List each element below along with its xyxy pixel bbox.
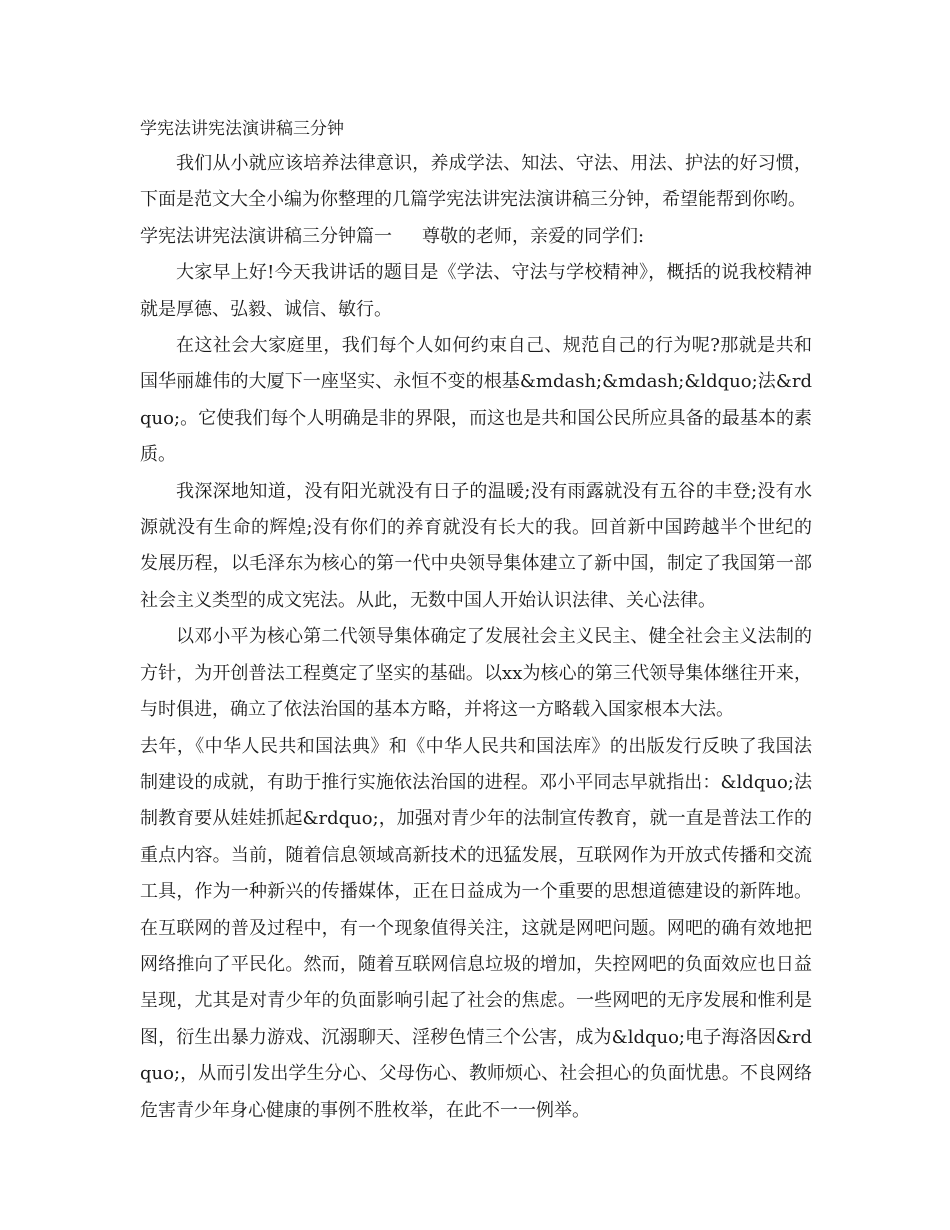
section-heading-line: [140, 219, 812, 255]
document-title: 学宪法讲宪法演讲稿三分钟: [140, 119, 344, 139]
intro-paragraph: 我们从小就应该培养法律意识，养成学法、知法、守法、用法、护法的好习惯，下面是范文大全小编为你整理的几篇学宪法讲宪法演讲稿三分钟，希望能帮到你哟。: [140, 153, 812, 211]
section-heading: 学宪法讲宪法演讲稿三分钟篇一: [140, 225, 392, 247]
continuation-paragraph: 去年，《中华人民共和国法典》和《中华人民共和国法库》的出版发行反映了我国法制建设的成就，有助于推行实施依法治国的进程。邓小平同志早就指出：&ldquo;法制教育要从娃娃抓起&rdquo;，加强对青少年的法制宣传教育，就一直是普法工作的重点内容。当前，随着信息领域高新技术的迅猛发展，互联网作为开放式传播和交流工具，作为一种新兴的传播媒体，正在日益成为一个重要的思想道德建设的新阵地。在互联网的普及过程中，有一个现象值得关注，这就是网吧问题。网吧的确有效地把网络推向了平民化。然而，随着互联网信息垃圾的增加，失控网吧的负面效应也日益呈现，尤其是对青少年的负面影响引起了社会的焦虑。一些网吧的无序发展和惟利是图，衍生出暴力游戏、沉溺聊天、淫秽色情三个公害，成为&ldquo;电子海洛因&rdquo;，从而引发出学生分心、父母伤心、教师烦心、社会担心的负面忧患。不良网络危害青少年身心健康的事例不胜枚举，在此不一一例举。: [140, 735, 812, 1121]
body-paragraph-4: 以邓小平为核心第二代领导集体确定了发展社会主义民主、健全社会主义法制的方针，为开创普法工程奠定了坚实的基础。以xx为核心的第三代领导集体继往开来，与时俱进，确立了依法治国的基本方略，并将这一方略载入国家根本大法。: [140, 626, 812, 721]
document-body: [140, 116, 812, 1129]
body-paragraph-1: 大家早上好!今天我讲话的题目是《学法、守法与学校精神》，概括的说我校精神就是厚德、弘毅、诚信、敏行。: [140, 262, 812, 320]
body-paragraph-3: 我深深地知道，没有阳光就没有日子的温暖;没有雨露就没有五谷的丰登;没有水源就没有生命的辉煌;没有你们的养育就没有长大的我。回首新中国跨越半个世纪的发展历程，以毛泽东为核心的第一代中央领导集体建立了新中国，制定了我国第一部社会主义类型的成文宪法。从此，无数中国人开始认识法律、关心法律。: [140, 480, 812, 611]
body-paragraph-2: 在这社会大家庭里，我们每个人如何约束自己、规范自己的行为呢?那就是共和国华丽雄伟的大厦下一座坚实、永恒不变的根基&mdash;&mdash;&ldquo;法&rdquo;。它使我们每个人明确是非的界限，而这也是共和国公民所应具备的最基本的素质。: [140, 335, 812, 466]
greeting: 尊敬的老师，亲爱的同学们:: [422, 225, 645, 247]
